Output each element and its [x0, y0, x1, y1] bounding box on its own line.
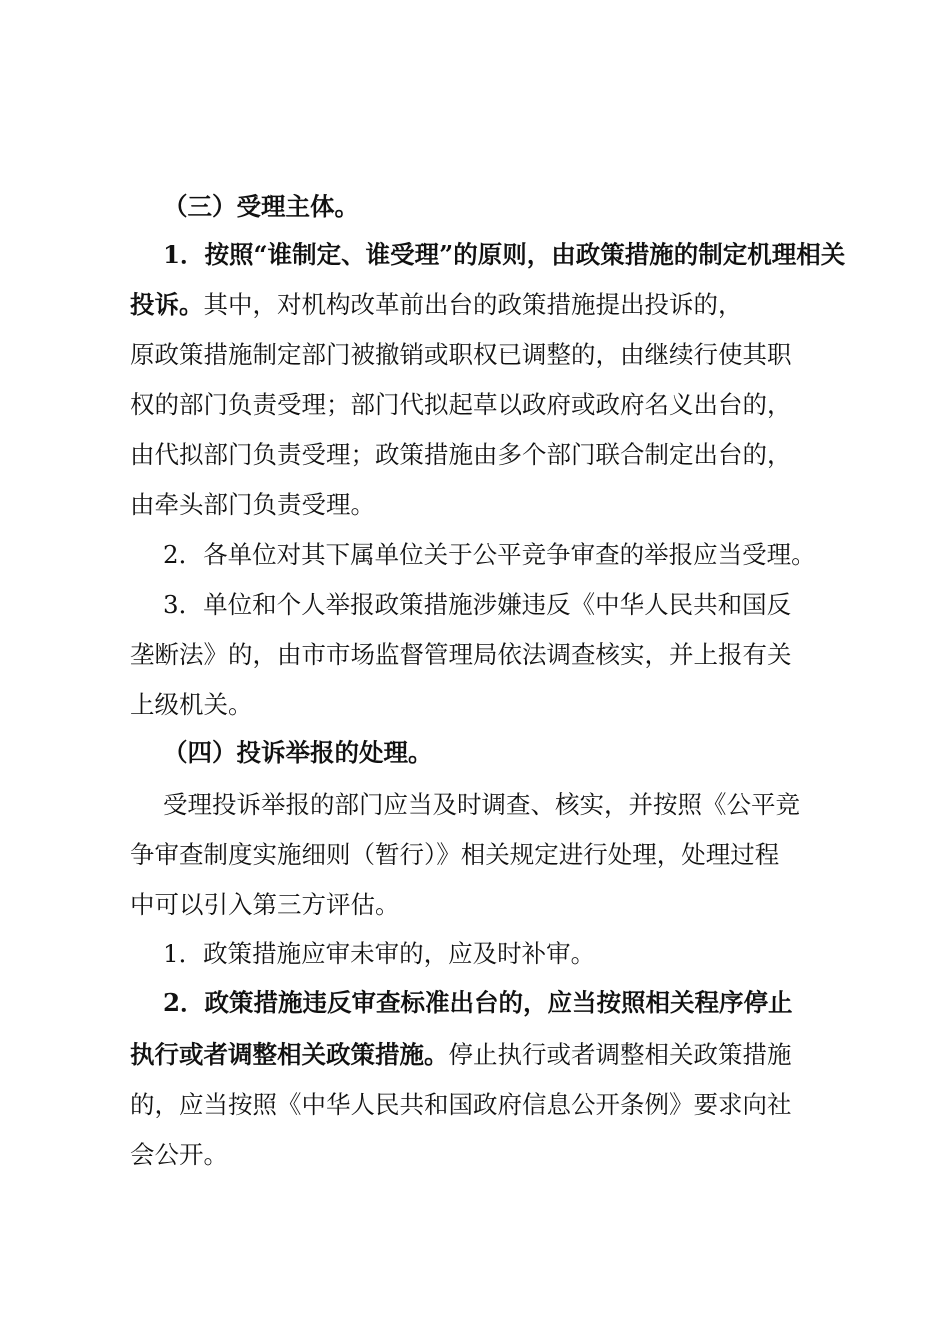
item-1-line-1: 1．按照“谁制定、谁受理”的原则，由政策措施的制定机理相关 — [163, 240, 846, 269]
intro-line-1: 受理投诉举报的部门应当及时调查、核实，并按照《公平竞 — [163, 790, 800, 819]
item-3-line-2: 垄断法》的，由市市场监督管理局依法调查核实，并上报有关 — [130, 640, 792, 669]
item-1-line-4: 权的部门负责受理；部门代拟起草以政府或政府名义出台的， — [130, 390, 792, 419]
section-3-item-2: 2．各单位对其下属单位关于公平竞争审查的举报应当受理。 — [163, 540, 816, 569]
item-1-line-2 — [130, 290, 743, 320]
item-1-line-5: 由代拟部门负责受理；政策措施由多个部门联合制定出台的， — [130, 440, 792, 469]
item-2-line-2 — [130, 1040, 792, 1070]
item-2-line-1: 2．政策措施违反审查标准出台的，应当按照相关程序停止 — [163, 988, 793, 1017]
item-2-text-start: 停止执行或者调整相关政策措施 — [448, 1040, 792, 1069]
item-3-line-1: 3．单位和个人举报政策措施涉嫌违反《中华人民共和国反 — [163, 590, 792, 619]
item-1-line-6: 由牵头部门负责受理。 — [130, 490, 375, 519]
intro-line-3: 中可以引入第三方评估。 — [130, 890, 400, 919]
intro-line-2: 争审查制度实施细则（暂行）》相关规定进行处理，处理过程 — [130, 840, 780, 869]
item-2-line-3: 的，应当按照《中华人民共和国政府信息公开条例》要求向社 — [130, 1090, 792, 1119]
section-4-item-1: 1．政策措施应审未审的，应及时补审。 — [163, 939, 596, 968]
item-1-text-start: 其中，对机构改革前出台的政策措施提出投诉的， — [203, 290, 743, 319]
section-3-heading: （三）受理主体。 — [163, 192, 359, 221]
item-2-bold-end: 执行或者调整相关政策措施。 — [130, 1040, 449, 1069]
item-3-line-3: 上级机关。 — [130, 690, 253, 719]
section-4-heading: （四）投诉举报的处理。 — [163, 738, 433, 767]
item-2-line-4: 会公开。 — [130, 1140, 228, 1169]
item-1-bold-end: 投诉。 — [130, 290, 204, 319]
item-1-line-3: 原政策措施制定部门被撤销或职权已调整的，由继续行使其职 — [130, 340, 792, 369]
